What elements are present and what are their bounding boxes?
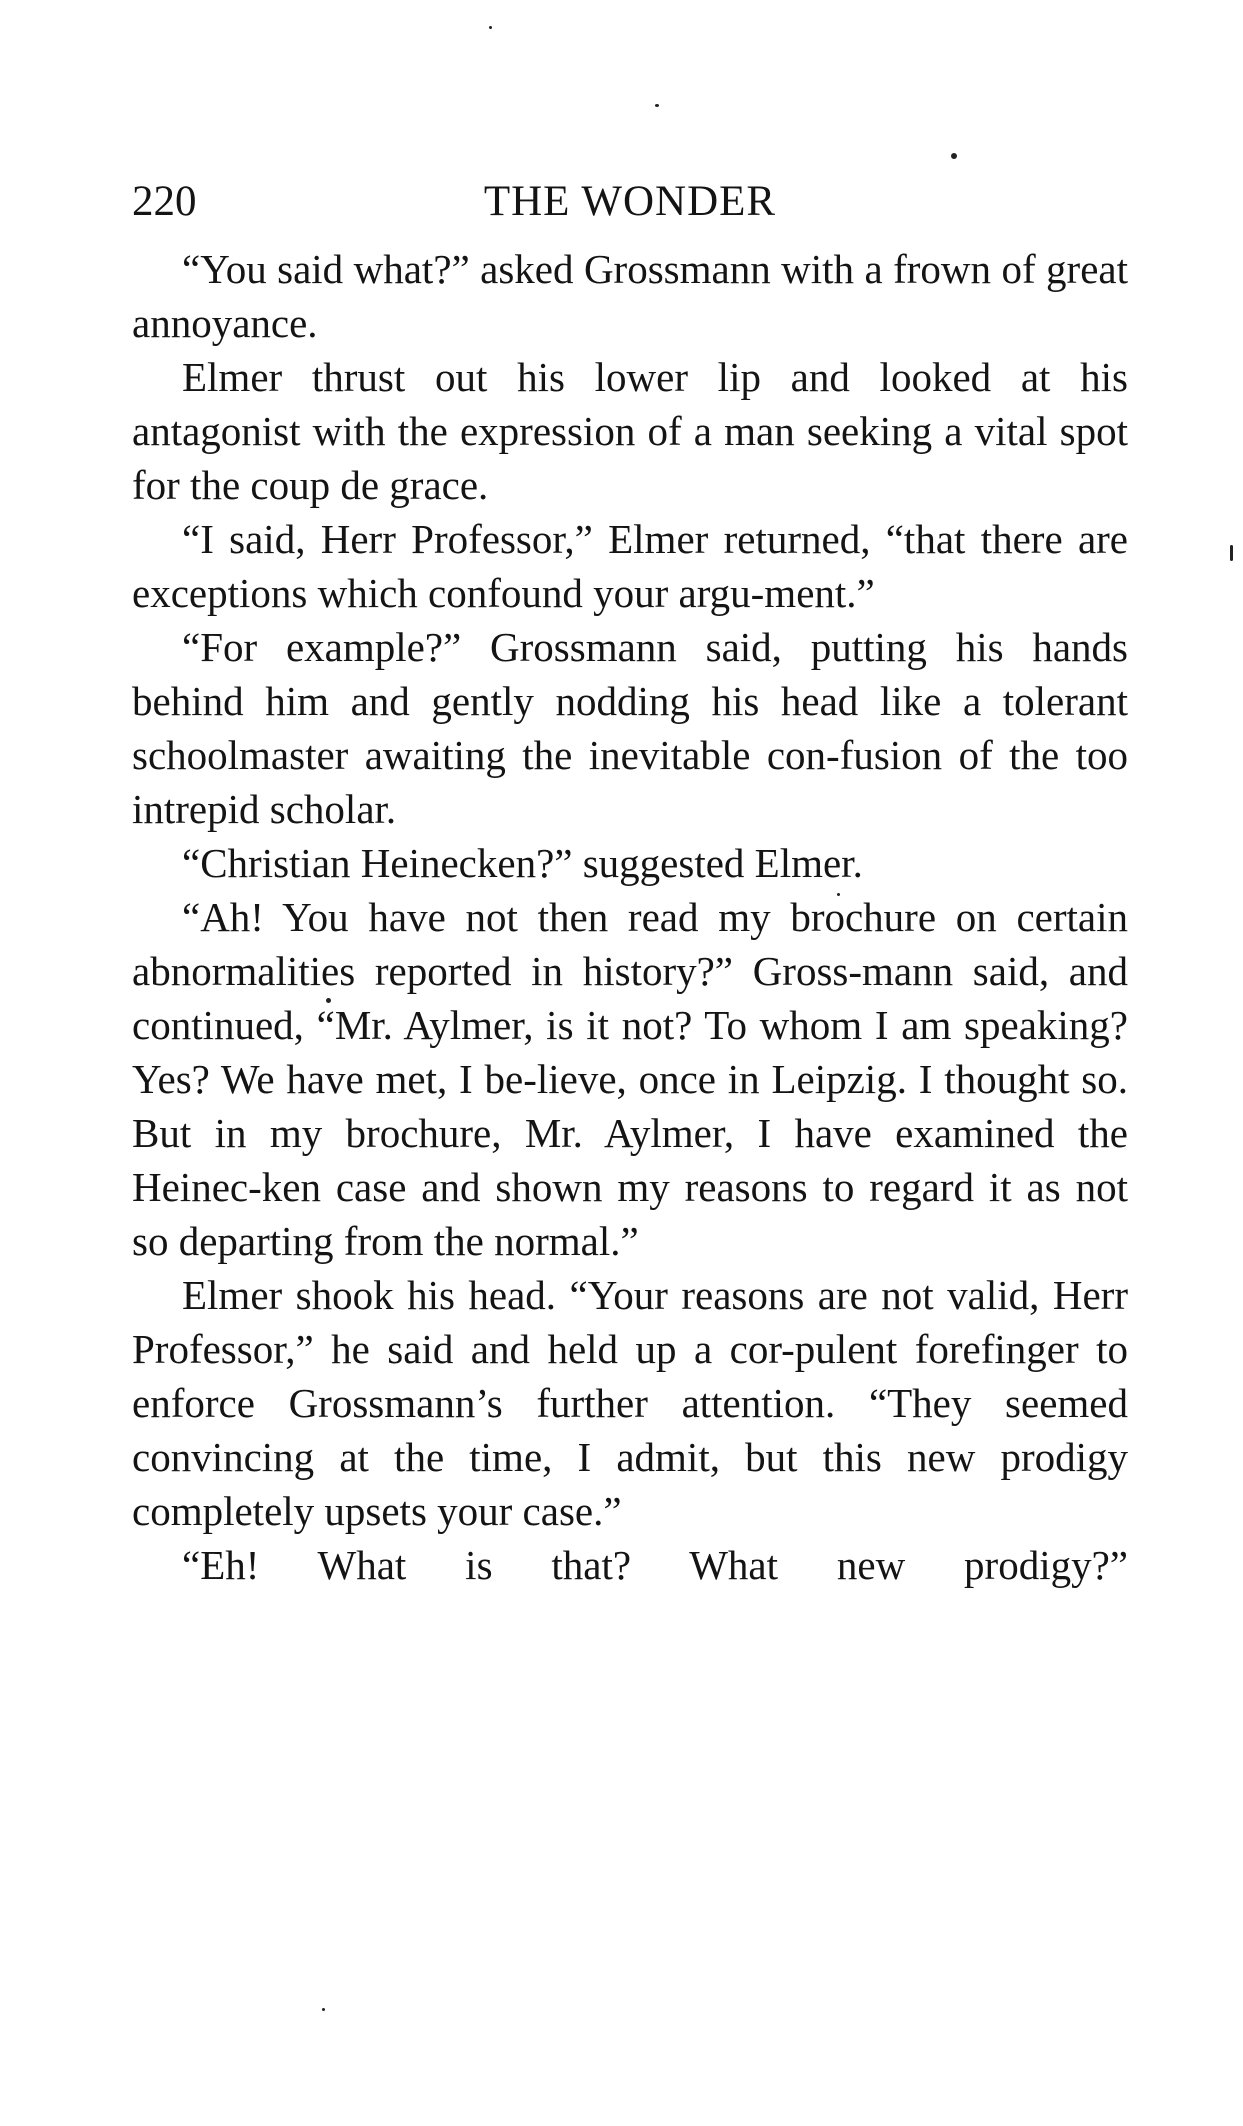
print-speck bbox=[489, 26, 492, 29]
print-speck bbox=[655, 104, 659, 107]
paragraph: Elmer thrust out his lower lip and looked at his antagonist with the expression of a man seeking a vital spot for the coup de grace. bbox=[132, 354, 1128, 508]
running-head bbox=[132, 170, 1128, 234]
book-page bbox=[132, 170, 1128, 1592]
paragraph: “Ah! You have not then read my brochure on certain abnormalities reported in history?” Gross-mann said, and continued, “Mr. Aylmer, is it not? To whom I am speaking? Yes? We have met, I be-lieve, once in Leipzig. I thought so. But in my brochure, Mr. Aylmer, I have examined the Heinec-ken case and shown my reasons to regard it as not so departing from the normal.” bbox=[132, 894, 1128, 1264]
paragraph: “Christian Heinecken?” suggested Elmer. bbox=[182, 840, 863, 886]
paragraph: “Eh! What is that? What new prodigy?” bbox=[182, 1542, 1128, 1588]
paragraph: “For example?” Grossmann said, putting his hands behind him and gently nodding his head like a tolerant schoolmaster awaiting the inevitable con-fusion of the too intrepid scholar. bbox=[132, 624, 1128, 832]
page-number: 220 bbox=[132, 178, 197, 225]
body-text bbox=[132, 242, 1128, 1592]
paragraph: “I said, Herr Professor,” Elmer returned, “that there are exceptions which confound your argu-ment.” bbox=[132, 516, 1128, 616]
print-speck bbox=[1230, 545, 1233, 561]
print-speck bbox=[951, 153, 957, 159]
running-title: THE WONDER bbox=[483, 178, 777, 225]
paragraph: Elmer shook his head. “Your reasons are not valid, Herr Professor,” he said and held up a cor-pulent forefinger to enforce Grossmann’s further attention. “They seemed convincing at the time, I admit, but this new prodigy completely upsets your case.” bbox=[132, 1272, 1128, 1534]
print-speck bbox=[322, 2008, 325, 2011]
paragraph: “You said what?” asked Grossmann with a frown of great annoyance. bbox=[132, 246, 1128, 346]
